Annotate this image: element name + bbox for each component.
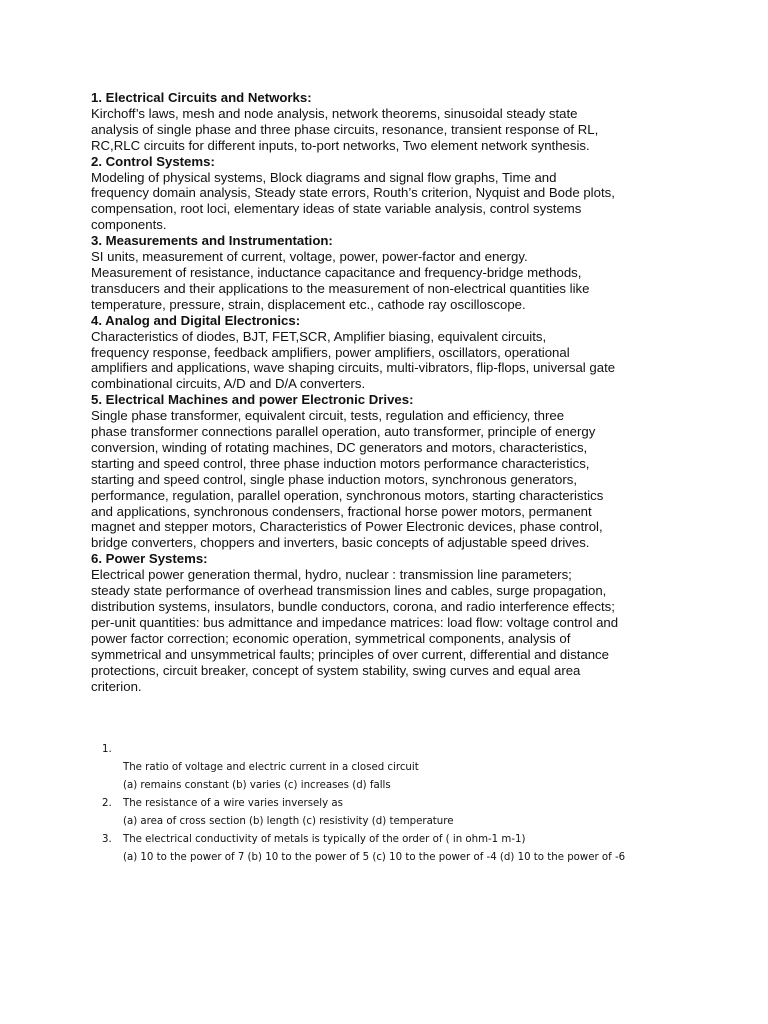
question-list [102, 741, 702, 867]
syllabus-topic-5 [91, 392, 651, 551]
topic-heading: 5. Electrical Machines and power Electronic Drives: [91, 392, 414, 408]
topic-text-line: frequency response, feedback amplifiers, power amplifiers, oscillators, operational [91, 344, 570, 360]
topic-text-line: power factor correction; economic operation, symmetrical components, analysis of [91, 630, 571, 646]
topic-text-line: symmetrical and unsymmetrical faults; principles of over current, differential and distance [91, 646, 609, 662]
question-number: 3. [102, 834, 112, 845]
question-text: The ratio of voltage and electric current in a closed circuit [123, 762, 419, 773]
topic-text-line: amplifiers and applications, wave shaping circuits, multi-vibrators, flip-flops, universal gate [91, 360, 616, 376]
topic-text-line: bridge converters, choppers and inverters, basic concepts of adjustable speed drives. [91, 535, 590, 551]
topic-text-line: Modeling of physical systems, Block diagrams and signal flow graphs, Time and [91, 169, 557, 185]
topic-text-line: distribution systems, insulators, bundle conductors, corona, and radio interference effects; [91, 599, 615, 614]
question-text: The resistance of a wire varies inversely as [123, 798, 343, 809]
topic-text-line: Measurement of resistance, inductance capacitance and frequency-bridge methods, [91, 264, 582, 280]
topic-text-line: conversion, winding of rotating machines, DC generators and motors, characteristics, [91, 439, 588, 455]
topic-text-line: transducers and their applications to the measurement of non-electrical quantities like [91, 280, 590, 296]
topic-text-line: criterion. [91, 678, 142, 694]
question-options: (a) area of cross section (b) length (c) resistivity (d) temperature [123, 816, 454, 827]
topic-text-line: Electrical power generation thermal, hydro, nuclear : transmission line parameters; [91, 567, 572, 583]
topic-text-line: Characteristics of diodes, BJT, FET,SCR, Amplifier biasing, equivalent circuits, [91, 328, 547, 344]
question-number: 1. [102, 744, 112, 755]
topic-heading: 2. Control Systems: [91, 153, 215, 169]
question-number: 2. [102, 798, 112, 809]
topic-text-line: and applications, synchronous condensers, fractional horse power motors, permanent [91, 503, 592, 519]
question-text: The electrical conductivity of metals is typically of the order of ( in ohm-1 m-1) [123, 834, 526, 845]
topic-text-line: phase transformer connections parallel operation, auto transformer, principle of energy [91, 424, 596, 440]
topic-heading: 1. Electrical Circuits and Networks: [91, 90, 312, 105]
topic-text-line: starting and speed control, single phase induction motors, synchronous generators, [91, 471, 578, 487]
topic-text-line: combinational circuits, A/D and D/A converters. [91, 376, 366, 392]
topic-heading: 3. Measurements and Instrumentation: [91, 233, 333, 249]
topic-text-line: starting and speed control, three phase induction motors performance characteristics, [91, 455, 590, 471]
question-item-2 [102, 795, 702, 831]
syllabus-topic-4 [91, 313, 651, 393]
question-item-1 [102, 741, 702, 795]
topic-text-line: Kirchoff’s laws, mesh and node analysis, network theorems, sinusoidal steady state [91, 105, 578, 121]
syllabus-topic-6 [91, 551, 651, 694]
topic-text-line: performance, regulation, parallel operation, synchronous motors, starting characteristics [91, 487, 604, 503]
question-options: (a) 10 to the power of 7 (b) 10 to the power of 5 (c) 10 to the power of -4 (d) 10 to the power of -6 [123, 852, 626, 863]
question-line [123, 741, 702, 759]
topic-text-line: RC,RLC circuits for different inputs, to-port networks, Two element network synthesis. [91, 137, 590, 153]
syllabus-topic-1 [91, 90, 651, 154]
syllabus-topic-3 [91, 233, 651, 313]
topic-text-line: magnet and stepper motors, Characteristics of Power Electronic devices, phase control, [91, 519, 603, 535]
topic-text-line: protections, circuit breaker, concept of system stability, swing curves and equal area [91, 662, 581, 678]
topic-text-line: per-unit quantities: bus admittance and impedance matrices: load flow: voltage control and [91, 614, 619, 630]
topic-heading: 6. Power Systems: [91, 551, 208, 567]
question-options: (a) remains constant (b) varies (c) increases (d) falls [123, 780, 391, 791]
syllabus-section [91, 90, 651, 694]
topic-text-line: Single phase transformer, equivalent circuit, tests, regulation and efficiency, three [91, 408, 565, 424]
syllabus-topic-2 [91, 154, 651, 234]
topic-text-line: temperature, pressure, strain, displacement etc., cathode ray oscilloscope. [91, 296, 526, 312]
topic-text-line: SI units, measurement of current, voltage, power, power-factor and energy. [91, 249, 528, 265]
question-item-3 [102, 831, 702, 867]
topic-text-line: analysis of single phase and three phase circuits, resonance, transient response of RL, [91, 121, 599, 137]
topic-text-line: steady state performance of overhead transmission lines and cables, surge propagation, [91, 583, 607, 599]
topic-heading: 4. Analog and Digital Electronics: [91, 312, 301, 328]
topic-text-line: components. [91, 217, 167, 233]
topic-text-line: frequency domain analysis, Steady state errors, Routh’s criterion, Nyquist and Bode plots, [91, 185, 615, 201]
topic-text-line: compensation, root loci, elementary ideas of state variable analysis, control systems [91, 201, 582, 217]
